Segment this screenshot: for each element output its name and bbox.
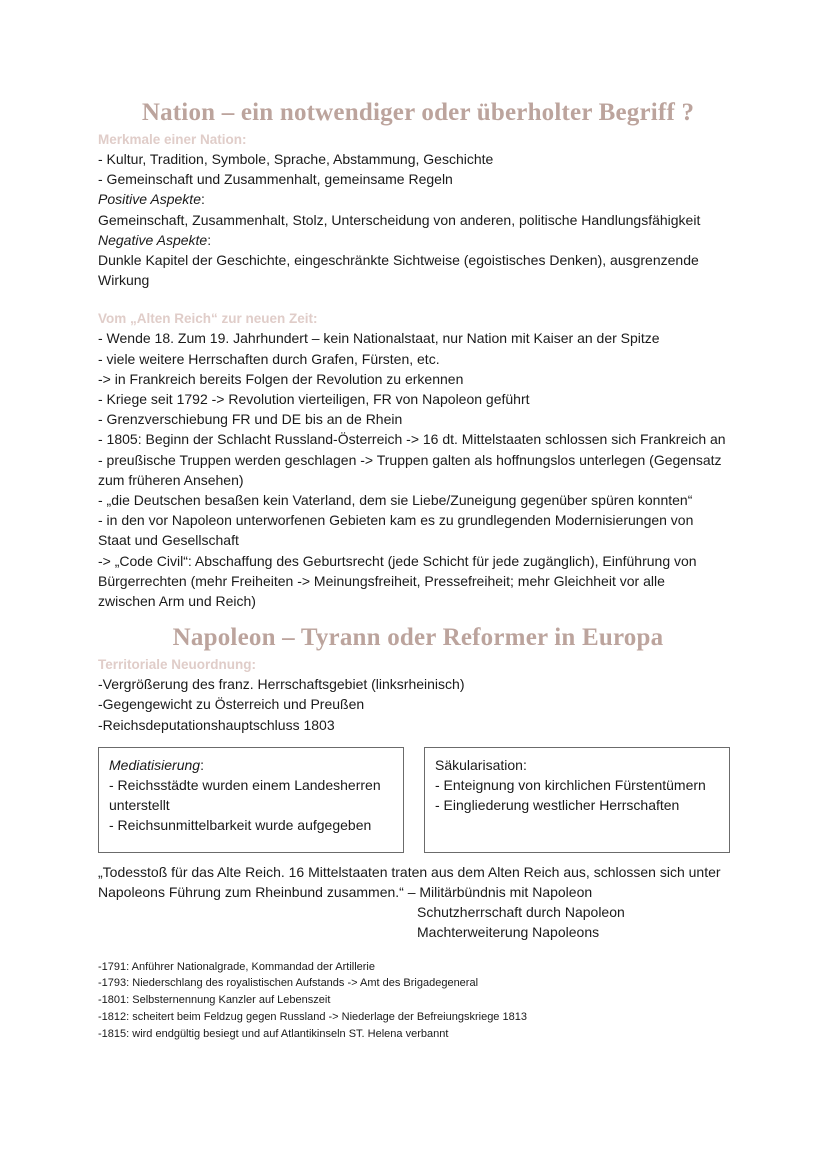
negative-aspekte-text-cont: Wirkung (98, 272, 150, 289)
timeline-entry: -1791: Anführer Nationalgrade, Kommandad der Artillerie (98, 960, 375, 973)
mediatisierung-label (109, 755, 393, 775)
altes-reich-line: - 1805: Beginn der Schlacht Russland-Österreich -> 16 dt. Mittelstaaten schlossen sich Frankreich an (98, 431, 726, 448)
positive-aspekte-heading: Positive Aspekte (98, 191, 201, 208)
napoleon-timeline (98, 959, 738, 1043)
negative-aspekte-heading: Negative Aspekte (98, 231, 208, 248)
quote-line: „Todesstoß für das Alte Reich. 16 Mittelstaaten traten aus dem Alten Reich aus, schlossen sich unter (98, 863, 721, 880)
mediatisierung-box (98, 747, 404, 853)
territorial-line: -Reichsdeputationshauptschluss 1803 (98, 716, 335, 733)
timeline-entry: -1801: Selbsternennung Kanzler auf Lebenszeit (98, 994, 331, 1007)
rheinbund-quote (98, 862, 738, 943)
saekularisation-line: - Enteignung von kirchlichen Fürstentümern (435, 777, 706, 794)
quote-list-item: Machterweiterung Napoleons (417, 924, 600, 941)
timeline-entry: -1812: scheitert beim Feldzug gegen Russland -> Niederlage der Befreiungskriege 1813 (98, 1011, 527, 1024)
altes-reich-line: - viele weitere Herrschaften durch Grafen, Fürsten, etc. (98, 350, 440, 367)
colon: : (207, 231, 212, 248)
spacer (98, 611, 738, 621)
document-page (98, 96, 738, 1043)
timeline-entry: -1793: Niederschlang des royalistischen Aufstands -> Amt des Brigadegeneral (98, 977, 479, 990)
saekularisation-box (424, 747, 730, 853)
subheading-altes-reich: Vom „Alten Reich“ zur neuen Zeit: (98, 311, 318, 327)
colon: : (200, 756, 204, 773)
positive-aspekte-text: Gemeinschaft, Zusammenhalt, Stolz, Unterscheidung von anderen, politische Handlungsfähigkeit (98, 211, 701, 228)
altes-reich-line: - Wende 18. Zum 19. Jahrhundert – kein Nationalstaat, nur Nation mit Kaiser an der Spitze (98, 330, 660, 347)
subheading-merkmale: Merkmale einer Nation: (98, 132, 247, 147)
altes-reich-line: - preußische Truppen werden geschlagen -> Truppen galten als hoffnungslos unterlegen (Gegensatz (98, 451, 722, 468)
section-title-nation: Nation – ein notwendiger oder überholter Begriff ? (141, 99, 695, 126)
colon: : (200, 191, 205, 208)
territorial-line: -Vergrößerung des franz. Herrschaftsgebiet (linksrheinisch) (98, 676, 465, 693)
altes-reich-line: - in den vor Napoleon unterworfenen Gebieten kam es zu grundlegenden Modernisierungen von (98, 512, 694, 529)
saekularisation-heading: Säkularisation: (435, 756, 527, 773)
section-title-napoleon: Napoleon – Tyrann oder Reformer in Europa (172, 624, 664, 652)
quote-list-item: Schutzherrschaft durch Napoleon (417, 904, 625, 921)
mediatisierung-heading: Mediatisierung (109, 756, 201, 773)
altes-reich-line: - Grenzverschiebung FR und DE bis an de Rhein (98, 411, 403, 428)
altes-reich-line: -> in Frankreich bereits Folgen der Revolution zu erkennen (98, 370, 464, 387)
negative-aspekte-label (98, 230, 738, 250)
altes-reich-line: - Kriege seit 1792 -> Revolution vierteiligen, FR von Napoleon geführt (98, 391, 530, 408)
positive-aspekte-label (98, 189, 738, 209)
altes-reich-line: - „die Deutschen besaßen kein Vaterland, dem sie Liebe/Zuneigung gegenüber spüren konnten“ (98, 492, 693, 509)
definition-boxes (98, 747, 730, 853)
mediatisierung-line: - Reichsunmittelbarkeit wurde aufgegeben (109, 817, 372, 834)
mediatisierung-line: unterstellt (109, 797, 170, 814)
saekularisation-line: - Eingliederung westlicher Herrschaften (435, 797, 680, 814)
timeline-entry: -1815: wird endgültig besiegt und auf Atlantikinseln ST. Helena verbannt (98, 1027, 449, 1040)
altes-reich-line: -> „Code Civil“: Abschaffung des Geburtsrecht (jede Schicht für jede zugänglich), Einführung von (98, 552, 697, 569)
altes-reich-line: zum früheren Ansehen) (98, 471, 244, 488)
subheading-territorial: Territoriale Neuordnung: (98, 657, 257, 673)
altes-reich-line: Bürgerrechten (mehr Freiheiten -> Meinungsfreiheit, Pressefreiheit; mehr Gleichheit vor alle (98, 572, 665, 589)
mediatisierung-line: - Reichsstädte wurden einem Landesherren (109, 777, 381, 794)
merkmal-item: - Gemeinschaft und Zusammenhalt, gemeinsame Regeln (98, 171, 453, 188)
spacer (98, 290, 738, 309)
altes-reich-line: Staat und Gesellschaft (98, 532, 239, 549)
negative-aspekte-text: Dunkle Kapitel der Geschichte, eingeschränkte Sichtweise (egoistisches Denken), ausgrenzende (98, 252, 699, 269)
merkmal-item: - Kultur, Tradition, Symbole, Sprache, Abstammung, Geschichte (98, 151, 494, 167)
territorial-line: -Gegengewicht zu Österreich und Preußen (98, 696, 365, 713)
quote-line: Napoleons Führung zum Rheinbund zusammen.“ – Militärbündnis mit Napoleon (98, 884, 593, 901)
altes-reich-line: zwischen Arm und Reich) (98, 593, 256, 610)
